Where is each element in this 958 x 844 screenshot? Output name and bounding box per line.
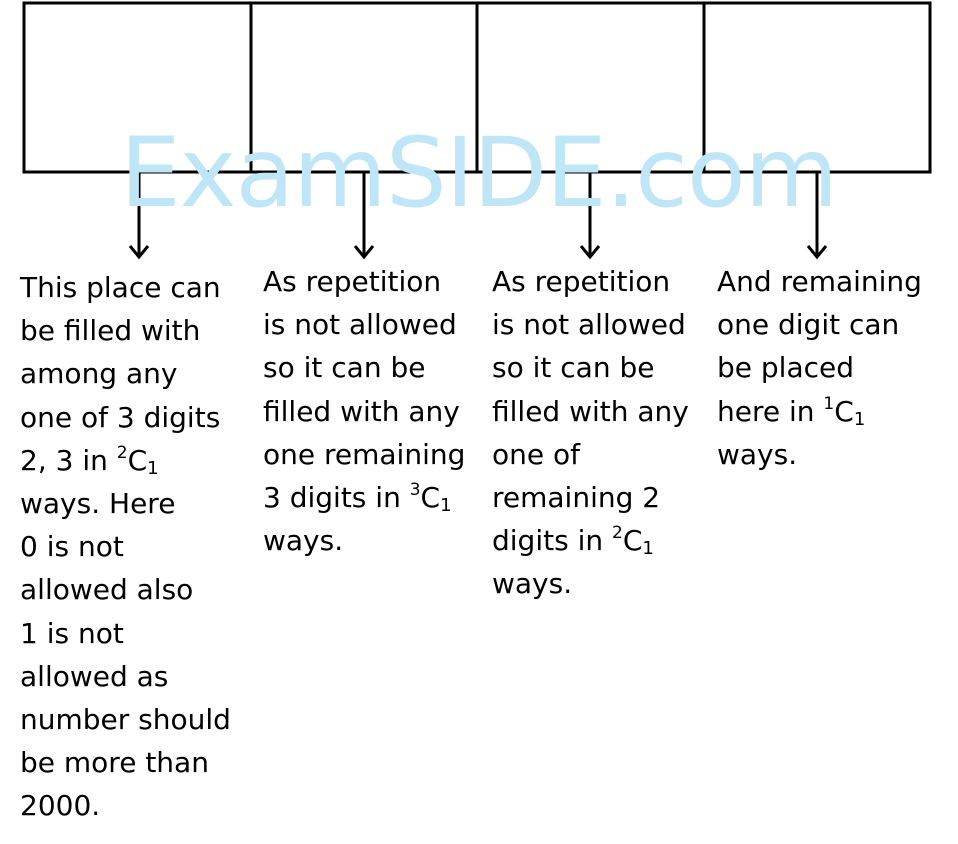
explanation-line: so it can be (263, 351, 426, 385)
explanation-line: one remaining (263, 437, 466, 471)
explanation-line: be more than (20, 746, 209, 780)
explanation-line: remaining 2 (492, 480, 661, 514)
explanation-column-3 (492, 260, 689, 606)
place-box-1 (24, 3, 251, 172)
explanation-column-2 (263, 260, 465, 562)
combination-symbol: C (127, 443, 148, 477)
explanation-line: And remaining (717, 265, 922, 298)
combination-superscript: 3 (409, 479, 421, 500)
explanation-line: 1 is not (20, 616, 124, 650)
explanation-line: filled with any (263, 394, 460, 428)
combination-symbol: C (622, 524, 643, 558)
line-text: 2, 3 in (20, 443, 117, 477)
explanation-line: one of (492, 437, 580, 471)
explanation-line: 2000. (20, 789, 101, 823)
explanation-line: number should (20, 702, 231, 736)
explanation-line: As repetition (263, 265, 442, 298)
explanation-line (492, 519, 689, 562)
combination-superscript: 2 (612, 523, 623, 544)
combination-subscript: 1 (853, 408, 866, 430)
combination-superscript: 1 (823, 393, 835, 414)
combination-subscript: 1 (147, 457, 159, 479)
line-text: digits in (492, 524, 612, 558)
explanation-line: ways. (263, 524, 344, 558)
explanation-line: filled with any (492, 394, 689, 428)
explanation-line: As repetition (492, 265, 671, 298)
explanation-line: be placed (717, 351, 855, 385)
combination-subscript: 1 (440, 494, 452, 516)
explanation-line (717, 390, 922, 433)
place-box-4 (704, 3, 930, 172)
combination-symbol: C (834, 394, 854, 428)
explanation-line: one of 3 digits (20, 400, 221, 434)
combination-symbol: C (420, 480, 441, 514)
arrow-4 (808, 172, 826, 257)
combination-superscript: 2 (116, 442, 128, 463)
arrow-3 (581, 172, 599, 257)
explanation-line: allowed also (20, 573, 194, 607)
place-box-2 (251, 3, 477, 172)
explanation-line: is not allowed (492, 308, 686, 342)
explanation-column-1 (20, 266, 231, 827)
explanation-line: so it can be (492, 351, 655, 385)
explanation-line: This place can (20, 271, 221, 304)
explanation-line (20, 439, 231, 482)
explanation-line: one digit can (717, 308, 900, 342)
explanation-column-4 (717, 260, 922, 476)
line-text: 3 digits in (263, 480, 410, 514)
arrow-2 (355, 172, 373, 257)
arrow-1 (130, 172, 148, 257)
line-text: here in (717, 394, 824, 428)
explanation-line: ways. (717, 437, 798, 471)
explanation-line: be filled with (20, 314, 201, 348)
explanation-line: among any (20, 357, 178, 391)
watermark: ExamSIDE.com (120, 117, 838, 229)
explanation-line: is not allowed (263, 308, 457, 342)
combination-subscript: 1 (642, 538, 654, 560)
explanation-line: allowed as (20, 659, 169, 693)
explanation-line (263, 476, 465, 519)
explanation-line: ways. Here (20, 486, 176, 520)
place-box-3 (477, 3, 704, 172)
explanation-line: 0 is not (20, 530, 124, 564)
explanation-line: ways. (492, 567, 573, 601)
